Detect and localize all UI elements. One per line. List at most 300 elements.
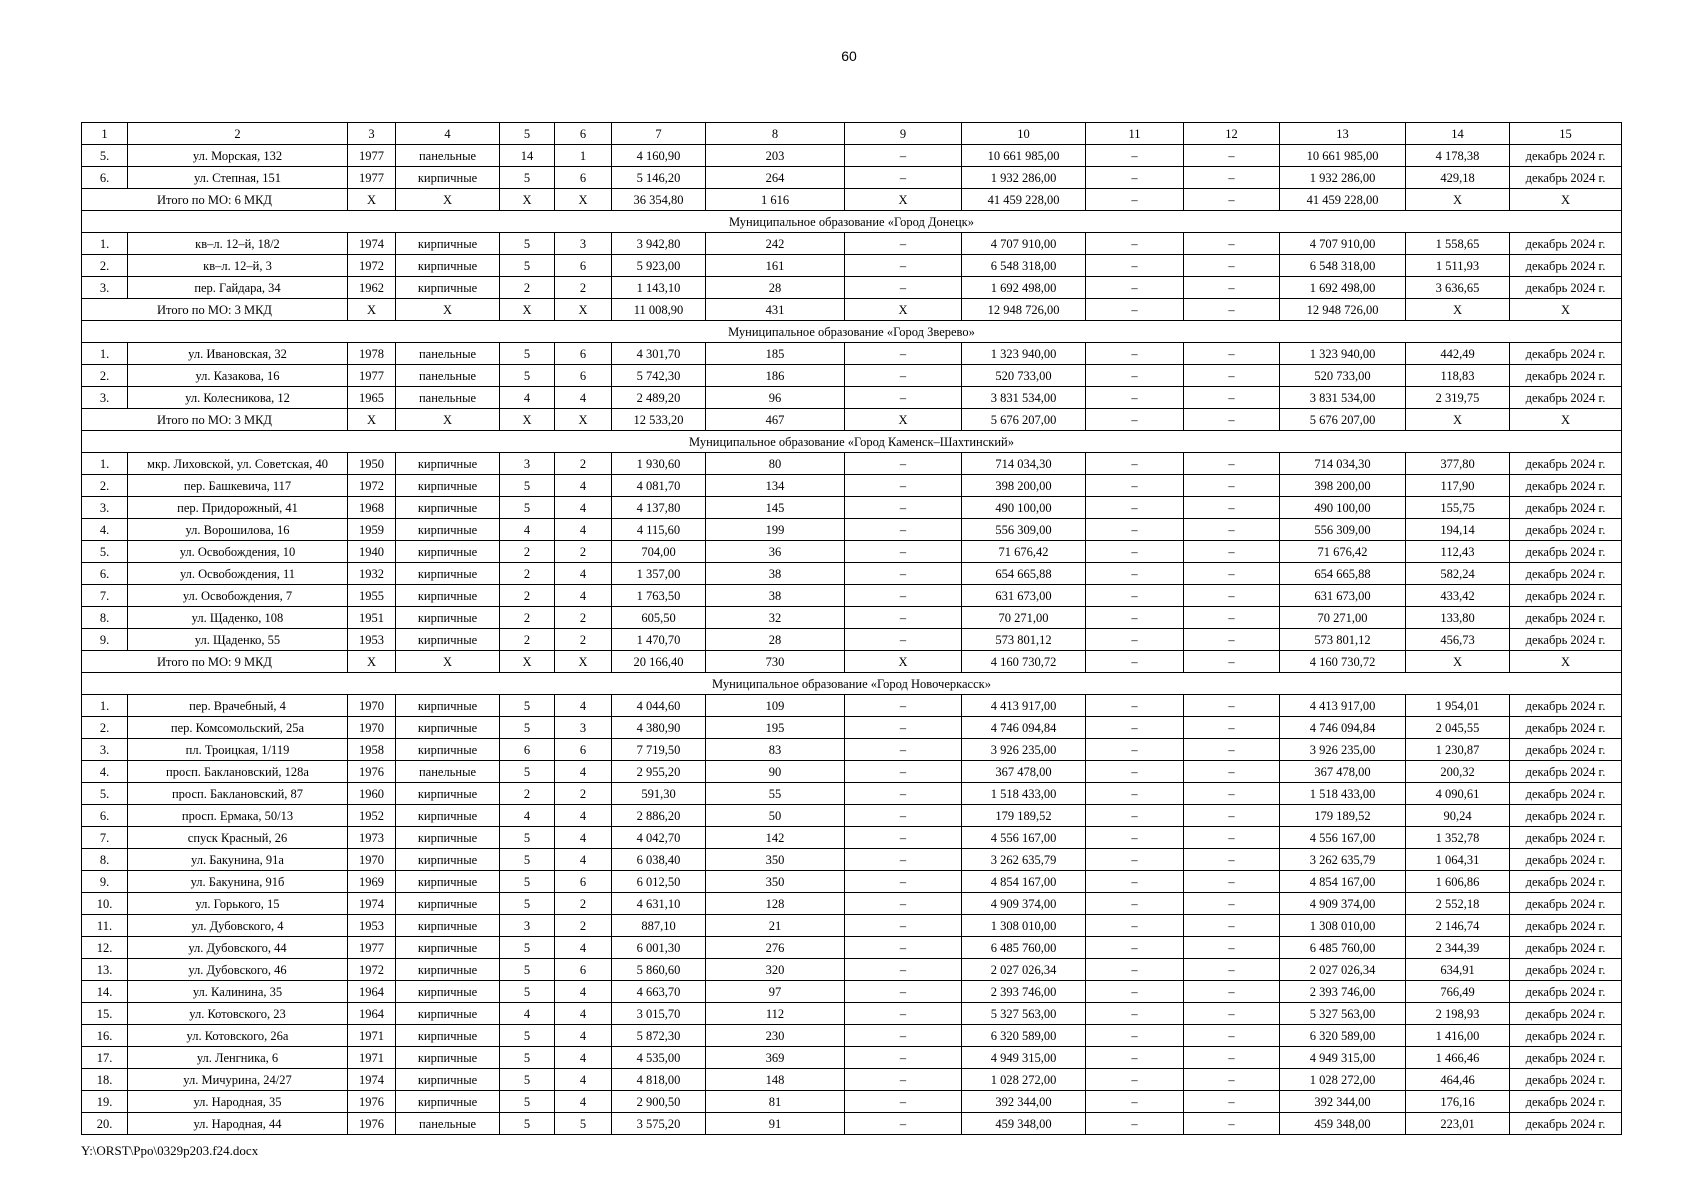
table-cell: 456,73 (1406, 629, 1510, 651)
table-cell: X (500, 189, 555, 211)
column-number: 6 (555, 123, 612, 145)
subtotal-row (82, 189, 1622, 211)
table-cell: X (1406, 651, 1510, 673)
table-cell: декабрь 2024 г. (1510, 915, 1622, 937)
table-cell: кирпичные (396, 585, 500, 607)
table-cell: – (1086, 805, 1184, 827)
table-cell: кирпичные (396, 783, 500, 805)
table-cell: 3 015,70 (612, 1003, 706, 1025)
address-cell: ул. Ивановская, 32 (128, 343, 348, 365)
table-cell: кирпичные (396, 1069, 500, 1091)
table-row (82, 519, 1622, 541)
table-cell: – (1184, 651, 1280, 673)
table-cell: декабрь 2024 г. (1510, 827, 1622, 849)
table-cell: 1 143,10 (612, 277, 706, 299)
table-cell: – (1086, 585, 1184, 607)
table-cell: 13. (82, 959, 128, 981)
table-cell: 223,01 (1406, 1113, 1510, 1135)
table-cell: 431 (706, 299, 845, 321)
table-cell: 5 676 207,00 (1280, 409, 1406, 431)
table-cell: 145 (706, 497, 845, 519)
table-cell: 112 (706, 1003, 845, 1025)
table-cell: кирпичные (396, 717, 500, 739)
table-cell: 2 886,20 (612, 805, 706, 827)
subtotal-row (82, 409, 1622, 431)
table-cell: 1977 (348, 365, 396, 387)
table-cell: 97 (706, 981, 845, 1003)
table-cell: кирпичные (396, 233, 500, 255)
table-cell: – (845, 783, 962, 805)
table-cell: декабрь 2024 г. (1510, 167, 1622, 189)
table-cell: 16. (82, 1025, 128, 1047)
table-cell: 631 673,00 (1280, 585, 1406, 607)
table-cell: X (396, 409, 500, 431)
municipality-name: Муниципальное образование «Город Новочеркасск» (82, 673, 1622, 695)
table-cell: 38 (706, 585, 845, 607)
table-cell: 71 676,42 (1280, 541, 1406, 563)
table-cell: 1 606,86 (1406, 871, 1510, 893)
table-cell: декабрь 2024 г. (1510, 849, 1622, 871)
table-cell: 392 344,00 (962, 1091, 1086, 1113)
table-cell: декабрь 2024 г. (1510, 871, 1622, 893)
table-row (82, 695, 1622, 717)
table-row (82, 475, 1622, 497)
table-cell: 194,14 (1406, 519, 1510, 541)
table-cell: 6 (555, 959, 612, 981)
table-cell: 230 (706, 1025, 845, 1047)
table-cell: 10 661 985,00 (1280, 145, 1406, 167)
table-cell: – (1086, 761, 1184, 783)
table-cell: – (845, 475, 962, 497)
table-cell: 4 707 910,00 (962, 233, 1086, 255)
table-cell: 1972 (348, 959, 396, 981)
table-cell: декабрь 2024 г. (1510, 695, 1622, 717)
table-cell: 1953 (348, 629, 396, 651)
table-cell: – (1184, 343, 1280, 365)
table-cell: – (1184, 717, 1280, 739)
table-cell: 41 459 228,00 (962, 189, 1086, 211)
table-cell: – (1086, 827, 1184, 849)
table-cell: – (845, 1069, 962, 1091)
table-row (82, 1003, 1622, 1025)
table-cell: X (396, 299, 500, 321)
table-cell: – (1184, 1047, 1280, 1069)
table-cell: 4 160 730,72 (962, 651, 1086, 673)
table-cell: 6 (555, 365, 612, 387)
table-cell: 4 707 910,00 (1280, 233, 1406, 255)
table-cell: кирпичные (396, 607, 500, 629)
table-cell: – (1184, 849, 1280, 871)
address-cell: ул. Освобождения, 7 (128, 585, 348, 607)
table-cell: кирпичные (396, 959, 500, 981)
table-cell: – (845, 1091, 962, 1113)
table-cell: 186 (706, 365, 845, 387)
table-cell: 2 (555, 541, 612, 563)
table-cell: кирпичные (396, 849, 500, 871)
column-number: 3 (348, 123, 396, 145)
table-cell: 5 (500, 1025, 555, 1047)
table-cell: – (1086, 717, 1184, 739)
table-cell: X (500, 651, 555, 673)
column-number: 8 (706, 123, 845, 145)
table-cell: 2 (500, 541, 555, 563)
table-cell: 704,00 (612, 541, 706, 563)
table-cell: 1964 (348, 1003, 396, 1025)
table-cell: 36 (706, 541, 845, 563)
table-cell: – (845, 805, 962, 827)
table-cell: 7. (82, 585, 128, 607)
table-cell: 6 320 589,00 (962, 1025, 1086, 1047)
table-cell: 6 (555, 167, 612, 189)
table-cell: X (1510, 189, 1622, 211)
table-cell: 96 (706, 387, 845, 409)
address-cell: мкр. Лиховской, ул. Советская, 40 (128, 453, 348, 475)
table-cell: – (1086, 651, 1184, 673)
table-cell: 5 (500, 893, 555, 915)
table-cell: 21 (706, 915, 845, 937)
table-cell: декабрь 2024 г. (1510, 717, 1622, 739)
table-cell: 4 949 315,00 (962, 1047, 1086, 1069)
municipality-header-row (82, 321, 1622, 343)
table-cell: 2 393 746,00 (1280, 981, 1406, 1003)
table-cell: 3 262 635,79 (962, 849, 1086, 871)
table-cell: 12. (82, 937, 128, 959)
table-row (82, 739, 1622, 761)
table-row (82, 827, 1622, 849)
column-number: 9 (845, 123, 962, 145)
table-cell: 8. (82, 849, 128, 871)
table-cell: – (1184, 145, 1280, 167)
table-row (82, 277, 1622, 299)
table-cell: 148 (706, 1069, 845, 1091)
table-cell: 4 (555, 1091, 612, 1113)
table-cell: – (1086, 739, 1184, 761)
table-cell: 1965 (348, 387, 396, 409)
table-cell: 4 137,80 (612, 497, 706, 519)
table-cell: 4 818,00 (612, 1069, 706, 1091)
table-cell: 398 200,00 (962, 475, 1086, 497)
table-cell: декабрь 2024 г. (1510, 255, 1622, 277)
table-cell: 367 478,00 (1280, 761, 1406, 783)
table-cell: 4. (82, 761, 128, 783)
table-cell: – (1184, 167, 1280, 189)
table-cell: 5 (500, 167, 555, 189)
table-cell: 3 942,80 (612, 233, 706, 255)
table-cell: – (1184, 519, 1280, 541)
column-number: 12 (1184, 123, 1280, 145)
table-cell: кирпичные (396, 563, 500, 585)
table-cell: 3. (82, 739, 128, 761)
table-cell: 367 478,00 (962, 761, 1086, 783)
table-cell: 1 930,60 (612, 453, 706, 475)
table-row (82, 1047, 1622, 1069)
table-cell: 5 (500, 255, 555, 277)
table-cell: 4 854 167,00 (1280, 871, 1406, 893)
table-cell: 10 661 985,00 (962, 145, 1086, 167)
column-number: 13 (1280, 123, 1406, 145)
table-cell: 4 044,60 (612, 695, 706, 717)
table-cell: – (1086, 1091, 1184, 1113)
table-cell: 4 160,90 (612, 145, 706, 167)
table-cell: 5 (500, 497, 555, 519)
table-cell: 4 (555, 1025, 612, 1047)
table-cell: 14. (82, 981, 128, 1003)
table-cell: 5 (500, 1113, 555, 1135)
table-cell: – (1184, 1003, 1280, 1025)
table-cell: 4 (555, 695, 612, 717)
table-cell: – (845, 255, 962, 277)
table-cell: 4 (555, 849, 612, 871)
table-cell: X (555, 189, 612, 211)
table-cell: 133,80 (1406, 607, 1510, 629)
table-cell: 1970 (348, 695, 396, 717)
table-cell: 1950 (348, 453, 396, 475)
table-cell: 5 (500, 233, 555, 255)
table-cell: 20 166,40 (612, 651, 706, 673)
table-cell: 28 (706, 629, 845, 651)
table-cell: 4 (555, 1069, 612, 1091)
table-cell: 112,43 (1406, 541, 1510, 563)
address-cell: пл. Троицкая, 1/119 (128, 739, 348, 761)
table-cell: 2 (555, 783, 612, 805)
table-cell: 654 665,88 (1280, 563, 1406, 585)
address-cell: ул. Дубовского, 44 (128, 937, 348, 959)
table-cell: – (1184, 1069, 1280, 1091)
table-cell: 5 (500, 343, 555, 365)
table-cell: 3 (555, 233, 612, 255)
table-cell: 199 (706, 519, 845, 541)
table-cell: 490 100,00 (962, 497, 1086, 519)
table-row (82, 761, 1622, 783)
table-cell: 2 552,18 (1406, 893, 1510, 915)
table-cell: панельные (396, 1113, 500, 1135)
address-cell: ул. Народная, 35 (128, 1091, 348, 1113)
table-cell: кирпичные (396, 497, 500, 519)
table-cell: 6 001,30 (612, 937, 706, 959)
table-cell: 4 854 167,00 (962, 871, 1086, 893)
table-cell: 887,10 (612, 915, 706, 937)
table-cell: 7 719,50 (612, 739, 706, 761)
table-cell: – (845, 497, 962, 519)
table-row (82, 387, 1622, 409)
table-cell: 4 (555, 981, 612, 1003)
table-cell: кирпичные (396, 167, 500, 189)
table-cell: 1 932 286,00 (1280, 167, 1406, 189)
table-cell: – (1086, 453, 1184, 475)
table-cell: кирпичные (396, 739, 500, 761)
table-cell: 41 459 228,00 (1280, 189, 1406, 211)
table-cell: – (845, 343, 962, 365)
table-cell: 377,80 (1406, 453, 1510, 475)
table-cell: – (1086, 1047, 1184, 1069)
table-cell: декабрь 2024 г. (1510, 959, 1622, 981)
table-cell: 3 575,20 (612, 1113, 706, 1135)
page-number: 60 (841, 48, 857, 64)
table-cell: 3. (82, 277, 128, 299)
table-row (82, 607, 1622, 629)
table-cell: 80 (706, 453, 845, 475)
table-cell: 591,30 (612, 783, 706, 805)
table-cell: 4 949 315,00 (1280, 1047, 1406, 1069)
table-cell: 6 485 760,00 (1280, 937, 1406, 959)
table-cell: 5 (500, 937, 555, 959)
address-cell: ул. Горького, 15 (128, 893, 348, 915)
table-cell: – (1086, 519, 1184, 541)
table-cell: кирпичные (396, 893, 500, 915)
table-cell: 70 271,00 (1280, 607, 1406, 629)
table-cell: 1940 (348, 541, 396, 563)
table-cell: 433,42 (1406, 585, 1510, 607)
table-cell: – (845, 871, 962, 893)
table-cell: – (1184, 409, 1280, 431)
table-cell: – (1086, 1003, 1184, 1025)
table-cell: 1977 (348, 937, 396, 959)
table-cell: 2 955,20 (612, 761, 706, 783)
table-row (82, 1113, 1622, 1135)
table-cell: 2 (500, 277, 555, 299)
table-cell: 4 535,00 (612, 1047, 706, 1069)
table-cell: 179 189,52 (962, 805, 1086, 827)
table-cell: X (1510, 651, 1622, 673)
table-cell: 398 200,00 (1280, 475, 1406, 497)
table-cell: – (1086, 343, 1184, 365)
table-cell: 1 518 433,00 (1280, 783, 1406, 805)
table-cell: 556 309,00 (1280, 519, 1406, 541)
table-cell: – (1086, 783, 1184, 805)
table-cell: 4 160 730,72 (1280, 651, 1406, 673)
table-cell: 155,75 (1406, 497, 1510, 519)
municipality-header-row (82, 211, 1622, 233)
table-cell: декабрь 2024 г. (1510, 607, 1622, 629)
table-cell: 3 (500, 453, 555, 475)
table-cell: X (845, 409, 962, 431)
table-cell: 179 189,52 (1280, 805, 1406, 827)
table-cell: 520 733,00 (962, 365, 1086, 387)
table-cell: 19. (82, 1091, 128, 1113)
table-cell: 7. (82, 827, 128, 849)
table-row (82, 541, 1622, 563)
table-cell: – (1086, 365, 1184, 387)
table-cell: 5 872,30 (612, 1025, 706, 1047)
municipality-name: Муниципальное образование «Город Донецк» (82, 211, 1622, 233)
table-cell: – (1184, 233, 1280, 255)
table-cell: 5 742,30 (612, 365, 706, 387)
table-cell: 467 (706, 409, 845, 431)
table-cell: 5 (500, 871, 555, 893)
table-cell: 12 948 726,00 (962, 299, 1086, 321)
table-cell: 2. (82, 717, 128, 739)
table-cell: 1 416,00 (1406, 1025, 1510, 1047)
table-cell: – (1184, 563, 1280, 585)
table-cell: 4 (555, 1003, 612, 1025)
table-row (82, 849, 1622, 871)
table-cell: 3 636,65 (1406, 277, 1510, 299)
table-cell: 1971 (348, 1025, 396, 1047)
table-cell: 1977 (348, 145, 396, 167)
table-cell: кирпичные (396, 827, 500, 849)
table-cell: 5 (500, 761, 555, 783)
address-cell: пер. Башкевича, 117 (128, 475, 348, 497)
document-file-path: Y:\ORST\Ppo\0329p203.f24.docx (81, 1143, 259, 1158)
table-cell: X (1510, 409, 1622, 431)
table-cell: – (1184, 365, 1280, 387)
address-cell: ул. Ворошилова, 16 (128, 519, 348, 541)
table-cell: – (1184, 761, 1280, 783)
table-row (82, 629, 1622, 651)
table-cell: 5 (500, 849, 555, 871)
table-cell: 5 (500, 717, 555, 739)
column-number: 10 (962, 123, 1086, 145)
table-cell: 2 (555, 607, 612, 629)
table-cell: – (845, 981, 962, 1003)
table-row (82, 343, 1622, 365)
table-cell: 1976 (348, 1113, 396, 1135)
table-cell: 5 (500, 475, 555, 497)
table-cell: – (1086, 1025, 1184, 1047)
table-cell: X (348, 189, 396, 211)
table-cell: – (1086, 1113, 1184, 1135)
table-cell: – (1086, 629, 1184, 651)
table-cell: декабрь 2024 г. (1510, 453, 1622, 475)
table-cell: 1 558,65 (1406, 233, 1510, 255)
table-cell: 117,90 (1406, 475, 1510, 497)
table-cell: 9. (82, 629, 128, 651)
table-cell: – (845, 453, 962, 475)
table-cell: 320 (706, 959, 845, 981)
table-row (82, 981, 1622, 1003)
table-cell: – (1086, 475, 1184, 497)
table-cell: – (845, 365, 962, 387)
table-cell: – (845, 1003, 962, 1025)
table-cell: панельные (396, 761, 500, 783)
table-cell: 2 (555, 277, 612, 299)
table-cell: 1964 (348, 981, 396, 1003)
table-row (82, 959, 1622, 981)
table-cell: 2 027 026,34 (962, 959, 1086, 981)
table-cell: – (1184, 695, 1280, 717)
address-cell: ул. Народная, 44 (128, 1113, 348, 1135)
table-cell: 50 (706, 805, 845, 827)
table-cell: 3 831 534,00 (1280, 387, 1406, 409)
address-cell: кв–л. 12–й, 18/2 (128, 233, 348, 255)
table-row (82, 497, 1622, 519)
table-cell: 2 393 746,00 (962, 981, 1086, 1003)
table-cell: 9. (82, 871, 128, 893)
table-cell: 1 323 940,00 (962, 343, 1086, 365)
table-cell: 5 (500, 959, 555, 981)
table-cell: – (845, 1047, 962, 1069)
table-cell: 4 631,10 (612, 893, 706, 915)
address-cell: ул. Ленгника, 6 (128, 1047, 348, 1069)
table-cell: 5. (82, 783, 128, 805)
table-cell: 4 (555, 497, 612, 519)
table-cell: 118,83 (1406, 365, 1510, 387)
table-cell: декабрь 2024 г. (1510, 739, 1622, 761)
table-cell: 2 198,93 (1406, 1003, 1510, 1025)
table-cell: декабрь 2024 г. (1510, 1025, 1622, 1047)
table-cell: декабрь 2024 г. (1510, 761, 1622, 783)
table-cell: 1 230,87 (1406, 739, 1510, 761)
table-cell: 4 042,70 (612, 827, 706, 849)
table-cell: 5 (500, 1069, 555, 1091)
table-cell: X (396, 189, 500, 211)
table-cell: кирпичные (396, 541, 500, 563)
table-cell: 81 (706, 1091, 845, 1113)
table-row (82, 893, 1622, 915)
subtotal-label: Итого по МО: 3 МКД (82, 409, 348, 431)
table-cell: 1 466,46 (1406, 1047, 1510, 1069)
table-cell: – (1184, 1025, 1280, 1047)
